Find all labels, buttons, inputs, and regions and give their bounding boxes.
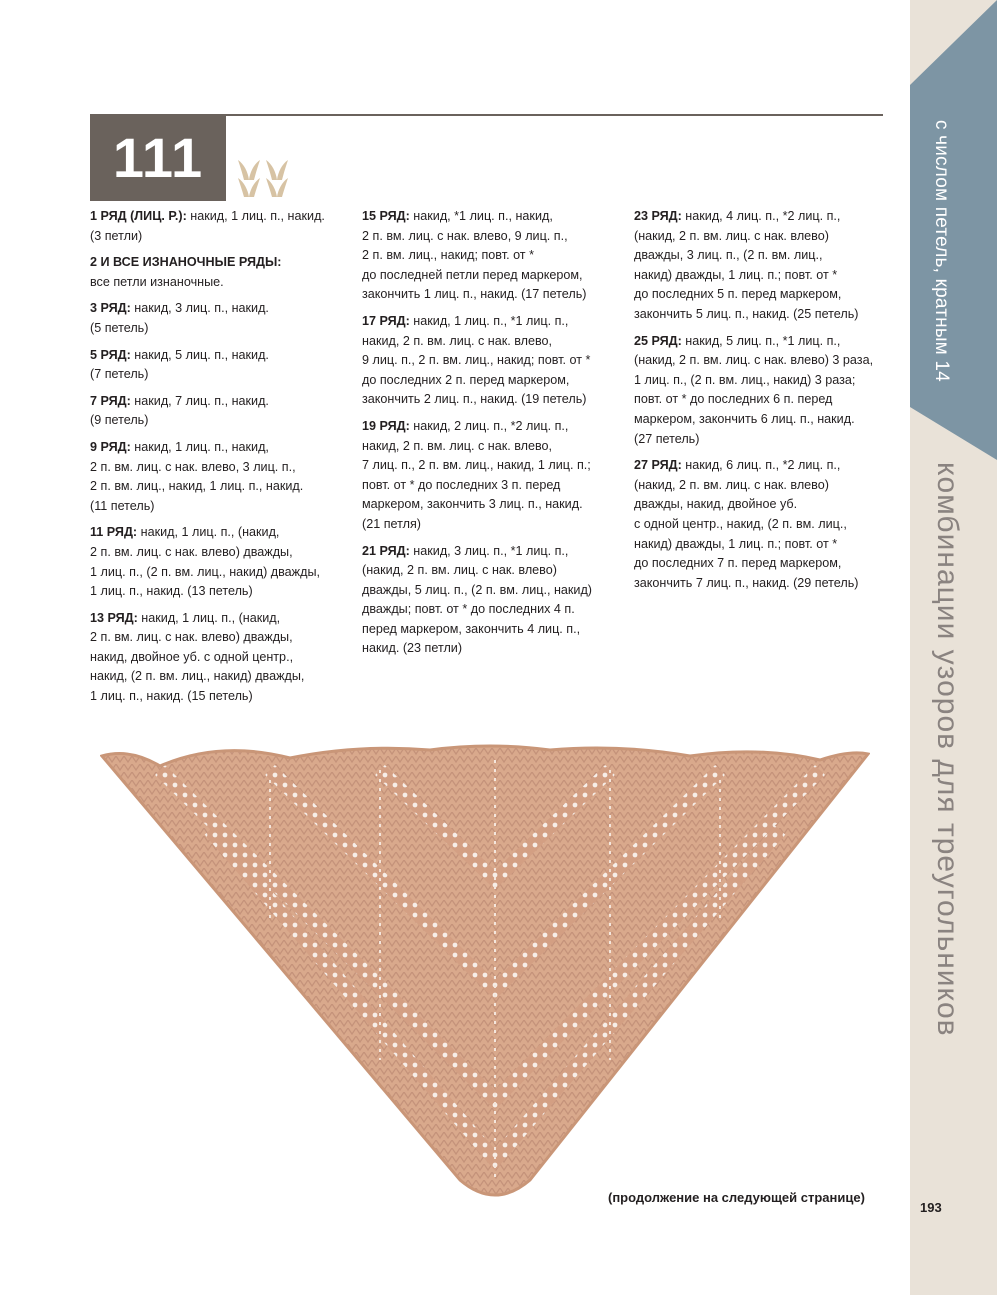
row-instruction: 2 И ВСЕ ИЗНАНОЧНЫЕ РЯДЫ: все петли изнаночные. <box>90 255 282 289</box>
instructions-column-1 <box>90 207 355 714</box>
continued-note: (продолжение на следующей странице) <box>608 1190 865 1205</box>
knitted-triangle-swatch <box>100 740 870 1205</box>
row-instruction: 3 РЯД: накид, 3 лиц. п., накид. (5 петель) <box>90 301 269 335</box>
row-instruction: 19 РЯД: накид, 2 лиц. п., *2 лиц. п., накид, 2 п. вм. лиц. с нак. влево, 7 лиц. п., 2 п. вм. лиц., накид, 1 лиц. п.; повт. от * до последних 3 п. перед маркером, закончить 3 лиц. п., накид. (21 петля) <box>362 418 591 531</box>
instructions-column-3 <box>634 207 904 600</box>
side-band-triangle <box>910 0 997 460</box>
row-instruction: 7 РЯД: накид, 7 лиц. п., накид. (9 петель) <box>90 393 269 428</box>
row-instruction: 17 РЯД: накид, 1 лиц. п., *1 лиц. п., накид, 2 п. вм. лиц. с нак. влево, 9 лиц. п., 2 п. вм. лиц., накид; повт. от * до последних 2 п. перед маркером, закончить 2 лиц. п., накид. (19 петель) <box>362 313 591 407</box>
row-instruction: 23 РЯД: накид, 4 лиц. п., *2 лиц. п., (накид, 2 п. вм. лиц. с нак. влево) дважды, 3 лиц. п., (2 п. вм. лиц., накид) дважды, 1 лиц. п.; повт. от * до последних 5 п. перед маркером, закончить 5 лиц. п., накид. (25 петель) <box>634 209 859 321</box>
row-instruction: 9 РЯД: накид, 1 лиц. п., накид, 2 п. вм. лиц. с нак. влево, 3 лиц. п., 2 п. вм. лиц., накид, 1 лиц. п., накид. (11 петель) <box>90 439 304 513</box>
page-number: 193 <box>920 1200 942 1215</box>
row-instruction: 1 РЯД (ЛИЦ. Р.): накид, 1 лиц. п., накид. (3 петли) <box>90 209 325 243</box>
side-subtitle: с числом петель, кратным 14 <box>931 120 952 382</box>
row-instruction: 15 РЯД: накид, *1 лиц. п., накид, 2 п. вм. лиц. с нак. влево, 9 лиц. п., 2 п. вм. лиц., накид; повт. от * до последней петли перед маркером, закончить 1 лиц. п., накид. (17 петель) <box>362 209 587 302</box>
row-instruction: 27 РЯД: накид, 6 лиц. п., *2 лиц. п., (накид, 2 п. вм. лиц. с нак. влево) дважды, накид, двойное уб. с одной центр., накид, (2 п. вм. лиц., накид) дважды, 1 лиц. п.; повт. от * до последних 7 п. перед маркером, закончить 7 лиц. п., накид. (29 петель) <box>634 458 859 590</box>
row-instruction: 5 РЯД: накид, 5 лиц. п., накид. (7 петель) <box>90 347 269 382</box>
difficulty-stitch-icon <box>236 158 292 198</box>
row-instruction: 25 РЯД: накид, 5 лиц. п., *1 лиц. п., (накид, 2 п. вм. лиц. с нак. влево) 3 раза, 1 лиц. п., (2 п. вм. лиц., накид) 3 раза; повт. от * до последних 6 п. перед маркером, закончить 6 лиц. п., накид. (27 петель) <box>634 333 874 446</box>
row-instruction: 21 РЯД: накид, 3 лиц. п., *1 лиц. п., (накид, 2 п. вм. лиц. с нак. влево) дважды, 5 лиц. п., (2 п. вм. лиц., накид) дважды; повт. от * до последних 4 п. перед маркером, закончить 4 лиц. п., накид. (23 петли) <box>362 543 592 656</box>
row-instruction: 13 РЯД: накид, 1 лиц. п., (накид, 2 п. вм. лиц. с нак. влево) дважды, накид, двойное уб. с одной центр., накид, (2 п. вм. лиц., накид) дважды, 1 лиц. п., накид. (15 петель) <box>90 610 305 704</box>
pattern-number: 111 <box>90 114 226 201</box>
row-instruction: 11 РЯД: накид, 1 лиц. п., (накид, 2 п. вм. лиц. с нак. влево) дважды, 1 лиц. п., (2 п. вм. лиц., накид) дважды, 1 лиц. п., накид. (13 петель) <box>90 525 320 599</box>
side-band <box>910 0 997 1295</box>
side-title: комбинации узоров для треугольников <box>931 462 964 1037</box>
instructions-column-2 <box>362 207 630 666</box>
